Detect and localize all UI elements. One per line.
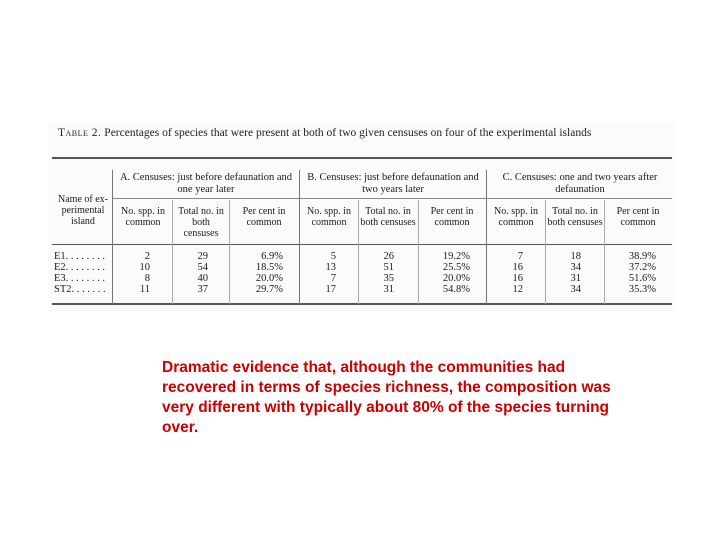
b-common: 5 bbox=[330, 251, 336, 262]
bottom-rule bbox=[52, 303, 672, 305]
a-common: 8 bbox=[144, 273, 150, 284]
col-divider bbox=[486, 170, 487, 304]
group-header-b: B. Censuses: just before defaunation and two years later bbox=[307, 172, 479, 195]
group-header-c: C. Censuses: one and two years after defaunation bbox=[502, 172, 658, 195]
island-name: E3. . . . . . . . bbox=[54, 273, 106, 284]
subheader-a-percent: Per cent in common bbox=[242, 206, 286, 228]
b-common: 17 bbox=[325, 284, 336, 295]
group-rule bbox=[112, 198, 672, 199]
c-common: 16 bbox=[512, 273, 523, 284]
table-caption-text: Percentages of species that were present at both of two given censuses on four of the experimental islands bbox=[104, 127, 592, 139]
c-percent: 35.3% bbox=[628, 284, 656, 295]
island-name: E1. . . . . . . . bbox=[54, 251, 106, 262]
island-name: E2. . . . . . . . bbox=[54, 262, 106, 273]
a-common: 10 bbox=[139, 262, 150, 273]
b-percent: 19.2% bbox=[442, 251, 470, 262]
a-percent: 29.7% bbox=[255, 284, 283, 295]
col-divider bbox=[229, 200, 230, 304]
col-divider bbox=[545, 200, 546, 304]
b-percent: 25.5% bbox=[442, 262, 470, 273]
b-common: 7 bbox=[330, 273, 336, 284]
subheader-b-total: Total no. in both censuses bbox=[360, 206, 416, 228]
c-total: 34 bbox=[570, 284, 581, 295]
c-percent: 37.2% bbox=[628, 262, 656, 273]
b-total: 51 bbox=[383, 262, 394, 273]
row-header-island: Name of ex-perimental island bbox=[58, 194, 108, 227]
a-total: 29 bbox=[197, 251, 208, 262]
table-caption bbox=[58, 127, 678, 140]
c-percent: 38.9% bbox=[628, 251, 656, 262]
subheader-a-total: Total no. in both censuses bbox=[178, 206, 224, 239]
c-total: 31 bbox=[570, 273, 581, 284]
a-common: 11 bbox=[139, 284, 150, 295]
c-common: 12 bbox=[512, 284, 523, 295]
subheader-c-percent: Per cent in common bbox=[616, 206, 660, 228]
subheader-b-percent: Per cent in common bbox=[430, 206, 474, 228]
subheader-c-common: No. spp. in common bbox=[494, 206, 538, 228]
a-total: 54 bbox=[197, 262, 208, 273]
c-total: 34 bbox=[570, 262, 581, 273]
col-divider bbox=[358, 200, 359, 304]
c-total: 18 bbox=[570, 251, 581, 262]
b-percent: 54.8% bbox=[442, 284, 470, 295]
group-header-a: A. Censuses: just before defaunation and one year later bbox=[119, 172, 293, 195]
b-percent: 20.0% bbox=[442, 273, 470, 284]
header-rule bbox=[52, 244, 672, 245]
c-common: 7 bbox=[517, 251, 523, 262]
col-divider bbox=[112, 170, 113, 304]
evidence-note: Dramatic evidence that, although the communities had recovered in terms of species richness, the composition was very different with typically about 80% of the species turning over. bbox=[162, 359, 611, 436]
col-divider bbox=[172, 200, 173, 304]
c-common: 16 bbox=[512, 262, 523, 273]
b-common: 13 bbox=[325, 262, 336, 273]
a-percent: 18.5% bbox=[255, 262, 283, 273]
a-total: 37 bbox=[197, 284, 208, 295]
a-total: 40 bbox=[197, 273, 208, 284]
top-rule bbox=[52, 157, 672, 159]
subheader-c-total: Total no. in both censuses bbox=[547, 206, 603, 228]
b-total: 26 bbox=[383, 251, 394, 262]
b-total: 31 bbox=[383, 284, 394, 295]
a-percent: 20.0% bbox=[255, 273, 283, 284]
c-percent: 51.6% bbox=[628, 273, 656, 284]
b-total: 35 bbox=[383, 273, 394, 284]
a-common: 2 bbox=[144, 251, 150, 262]
subheader-b-common: No. spp. in common bbox=[307, 206, 351, 228]
table-label: Table 2. bbox=[58, 127, 102, 139]
col-divider bbox=[299, 170, 300, 304]
subheader-a-common: No. spp. in common bbox=[121, 206, 165, 228]
island-name: ST2. . . . . . . bbox=[54, 284, 106, 295]
a-percent: 6.9% bbox=[261, 251, 283, 262]
